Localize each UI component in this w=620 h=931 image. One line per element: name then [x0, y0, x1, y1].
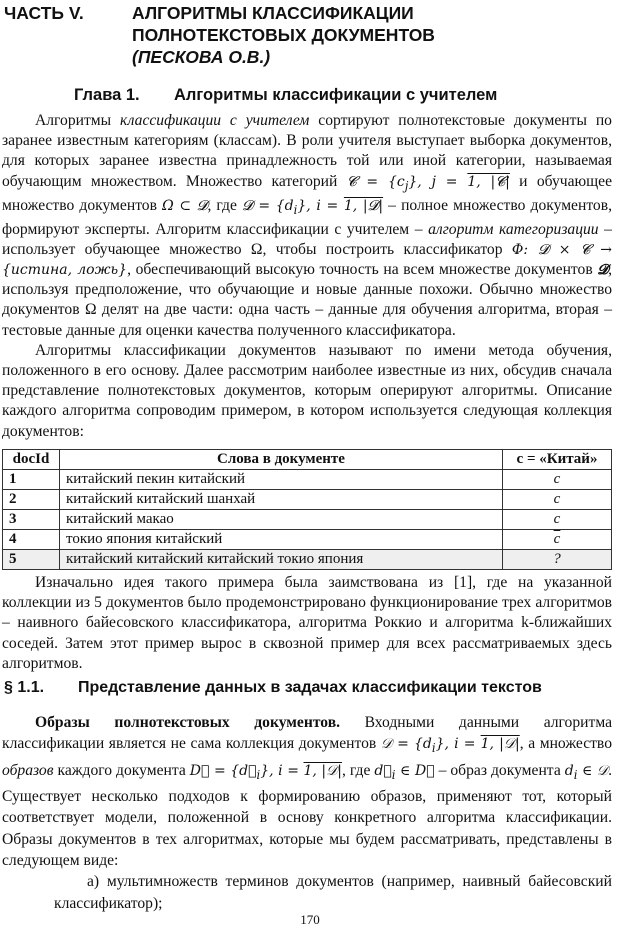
- cell-docid: 5: [3, 550, 60, 570]
- table-row: [3, 550, 612, 570]
- text-run: , где: [342, 761, 375, 779]
- formula-range: 1, |𝓒|: [467, 173, 510, 190]
- cell-words: китайский макао: [60, 510, 503, 530]
- text-run: каждого документа: [53, 761, 190, 779]
- cell-docid: 2: [3, 490, 60, 510]
- cell-class: c: [503, 470, 612, 490]
- section-text: [2, 712, 612, 914]
- emphasis-term: образов: [2, 761, 54, 779]
- cell-words: токио япония китайский: [60, 530, 503, 550]
- formula-part: ∈ 𝒟: [577, 762, 609, 779]
- cell-words: китайский китайский шанхай: [60, 490, 503, 510]
- header-words: Слова в документе: [60, 450, 503, 470]
- formula-collection: [380, 736, 520, 756]
- cell-class: ?: [503, 550, 612, 570]
- emphasis-term: алгоритм категоризации: [428, 220, 599, 238]
- cell-docid: 4: [3, 530, 60, 550]
- cell-words: китайский китайский китайский токио япония: [60, 550, 503, 570]
- formula-range: 1, |𝓓|: [343, 197, 384, 214]
- formula-range: 1, |𝒟|: [480, 736, 520, 753]
- chapter-title: Алгоритмы классификации с учителем: [174, 86, 498, 104]
- formula-document-element: [564, 762, 609, 782]
- cell-docid: 3: [3, 510, 60, 530]
- formula-classifier: Φ: 𝓓 × 𝓒 → {истина, ложь}: [2, 241, 612, 279]
- documents-table: [2, 449, 612, 570]
- text-run: , используя предположение, что обучающие и новые данные похожи. Обычно множество документов Ω делят на две части: одна часть – данные для обучения алгоритма, вторая – тестовые данные для оценки качества полученного классификатора.: [2, 261, 612, 339]
- part-title: [132, 2, 602, 68]
- section-heading: [4, 679, 542, 697]
- part-label: ЧАСТЬ V.: [4, 3, 84, 23]
- formula-categories: [346, 173, 510, 193]
- bold-lead: Образы полнотекстовых документов.: [35, 714, 341, 731]
- formula-sub: i: [256, 767, 261, 782]
- paragraph-1: [2, 111, 612, 341]
- paragraph-3: Изначально идея такого примера была заимствована из [1], где на указанной коллекции из 5 документов было продемонстрировано функционирование трех алгоритмов – наивного байесовского классификатора, алгоритма Роккио и алгоритма k-ближайших соседей. Затем этот пример вырос в сквозной пример для всех рассматриваемых здесь алгоритмов.: [2, 574, 612, 672]
- formula-part: d⃗: [374, 762, 392, 779]
- formula-image-element: [374, 762, 435, 782]
- text-run: и обучающее множество документов: [2, 172, 613, 214]
- table-header-row: [3, 450, 612, 470]
- text-run: сортируют полнотекстовые документы по заранее известным категориям (классам). В роли учителя выступает выборка документов, для которых заранее известна принадлежность той или иной категории, называемая обучающим множеством. Множество категорий: [2, 112, 612, 190]
- list-text: мультимножеств терминов документов (например, наивный байесовский классификатор);: [54, 873, 612, 912]
- text-run: – полное множество документов, формируют эксперты. Алгоритм классификации с учителем –: [2, 196, 612, 238]
- list-item: [2, 871, 612, 914]
- formula-training-set: Ω ⊂ 𝓓: [162, 197, 208, 214]
- formula-part: ∈ D⃗: [395, 762, 435, 779]
- list-marker: а): [87, 873, 100, 891]
- formula-part: }, j =: [408, 173, 468, 190]
- formula-part: }, i =: [260, 762, 304, 779]
- text-run: – образ документа: [434, 761, 565, 779]
- section-title: Представление данных в задачах классификации текстов: [78, 679, 542, 696]
- formula-sub: i: [293, 202, 298, 217]
- chapter-number: Глава 1.: [74, 86, 140, 104]
- cell-class: c: [503, 510, 612, 530]
- emphasis-term: классификации с учителем: [120, 112, 310, 129]
- formula-images: [189, 762, 343, 782]
- table-row: [3, 510, 612, 530]
- section-number: § 1.1.: [4, 679, 45, 696]
- table-row: [3, 530, 612, 550]
- formula-set: 𝓓: [597, 262, 609, 279]
- formula-part: 𝒟 = {d: [380, 736, 432, 753]
- table-row: [3, 470, 612, 490]
- table-row: [3, 490, 612, 510]
- header-class: c = «Китай»: [503, 450, 612, 470]
- cell-docid: 1: [3, 470, 60, 490]
- formula-sub: i: [573, 767, 578, 782]
- text-run: , где: [207, 196, 242, 214]
- formula-range: 1, |𝒟|: [303, 762, 343, 779]
- part-title-line2: ПОЛНОТЕКСТОВЫХ ДОКУМЕНТОВ: [132, 25, 435, 45]
- chapter-heading: [74, 86, 497, 105]
- formula-sub: j: [404, 178, 409, 193]
- class-negated: $\overline{c}$: [553, 531, 561, 547]
- cell-class: c: [503, 490, 612, 510]
- formula-part: d: [564, 762, 574, 779]
- part-title-line1: АЛГОРИТМЫ КЛАССИФИКАЦИИ: [132, 3, 414, 23]
- formula-part: D⃗ = {d⃗: [189, 762, 257, 779]
- text-run: – использует обучающее множество Ω, чтобы построить классификатор: [2, 220, 612, 258]
- formula-part: 𝓒 = {c: [346, 173, 405, 190]
- formula-part: }, i =: [435, 736, 481, 753]
- part-author: (ПЕСКОВА О.В.): [132, 47, 271, 67]
- text-run: . Существует несколько подходов к формированию образов, применяют тот, который соответствует модели, положенной в основу конкретного алгоритма классификации. Образы документов в тех алгоритмах, которые мы будем рассматривать, представлены в следующем виде:: [2, 761, 612, 870]
- text-run: Алгоритмы: [35, 112, 121, 129]
- intro-text: [2, 111, 612, 442]
- cell-class: [503, 530, 612, 550]
- formula-part: }, i =: [297, 197, 344, 214]
- paragraph-2: Алгоритмы классификации документов называют по имени метода обучения, положенного в его основу. Далее рассмотрим наиболее известные из них, обсудив сначала представление полнотекстовых документов, которым оперируют алгоритмы. Описание каждого алгоритма сопроводим примером, в котором используется следующая коллекция документов:: [2, 341, 612, 440]
- text-run: , обеспечивающий высокую точность на всем множестве документов: [127, 261, 598, 279]
- formula-part: 𝓓 = {d: [242, 197, 294, 214]
- text-run: , а множество: [519, 735, 612, 753]
- formula-sub: i: [431, 741, 436, 756]
- cell-words: китайский пекин китайский: [60, 470, 503, 490]
- example-text: [2, 573, 612, 674]
- formula-sub: i: [391, 767, 396, 782]
- header-docid: docId: [3, 450, 60, 470]
- paragraph-4: [2, 712, 612, 871]
- formula-documents: [242, 197, 384, 217]
- page-number: 170: [300, 912, 320, 927]
- text-run: Входными данными алгоритма классификации является не сама коллекция документов: [2, 714, 612, 753]
